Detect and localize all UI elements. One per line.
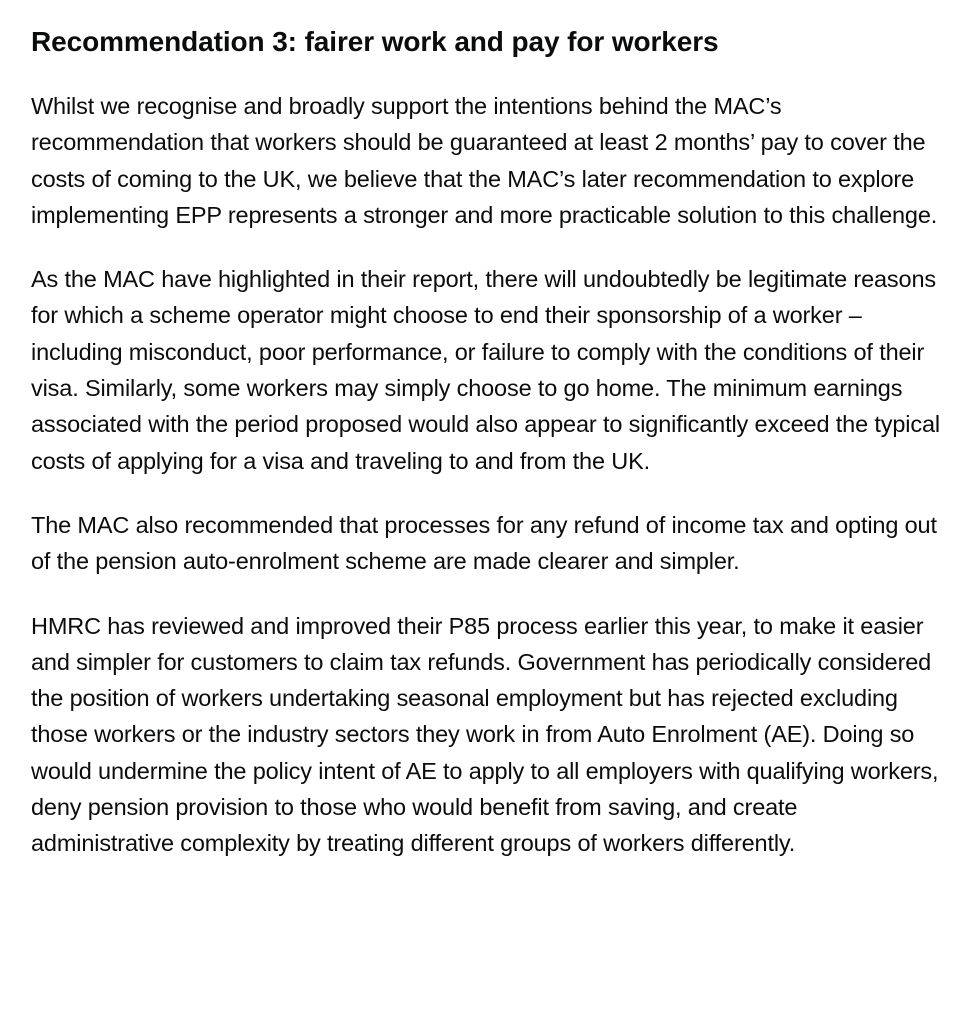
paragraph-hmrc-p85: HMRC has reviewed and improved their P85 process earlier this year, to make it easier and simpler for customers to claim tax refunds. Government has periodically considered the position of workers undertaking seasonal employment but has rejected excluding those workers or the industry sectors they work in from Auto Enrolment (AE). Doing so would undermine the policy intent of AE to apply to all employers with qualifying workers, deny pension provision to those who would benefit from saving, and create administrative complexity by treating different groups of workers differently. [31,612,939,857]
section-heading: Recommendation 3: fairer work and pay for workers [31,26,719,57]
paragraph-mac-recommendation: Whilst we recognise and broadly support the intentions behind the MAC’s recommendation that workers should be guaranteed at least 2 months’ pay to cover the costs of coming to the UK, we believe that the MAC’s later recommendation to explore implementing EPP represents a stronger and more practicable solution to this challenge. [31,93,938,228]
paragraph-legitimate-reasons: As the MAC have highlighted in their report, there will undoubtedly be legitimate reasons for which a scheme operator might choose to end their sponsorship of a worker – including misconduct, poor performance, or failure to comply with the conditions of their visa. Similarly, some workers may simply choose to go home. The minimum earnings associated with the period proposed would also appear to significantly exceed the typical costs of applying for a visa and traveling to and from the UK. [31,266,940,474]
paragraph-tax-pension-processes: The MAC also recommended that processes for any refund of income tax and opting out of the pension auto-enrolment scheme are made clearer and simpler. [31,511,937,575]
